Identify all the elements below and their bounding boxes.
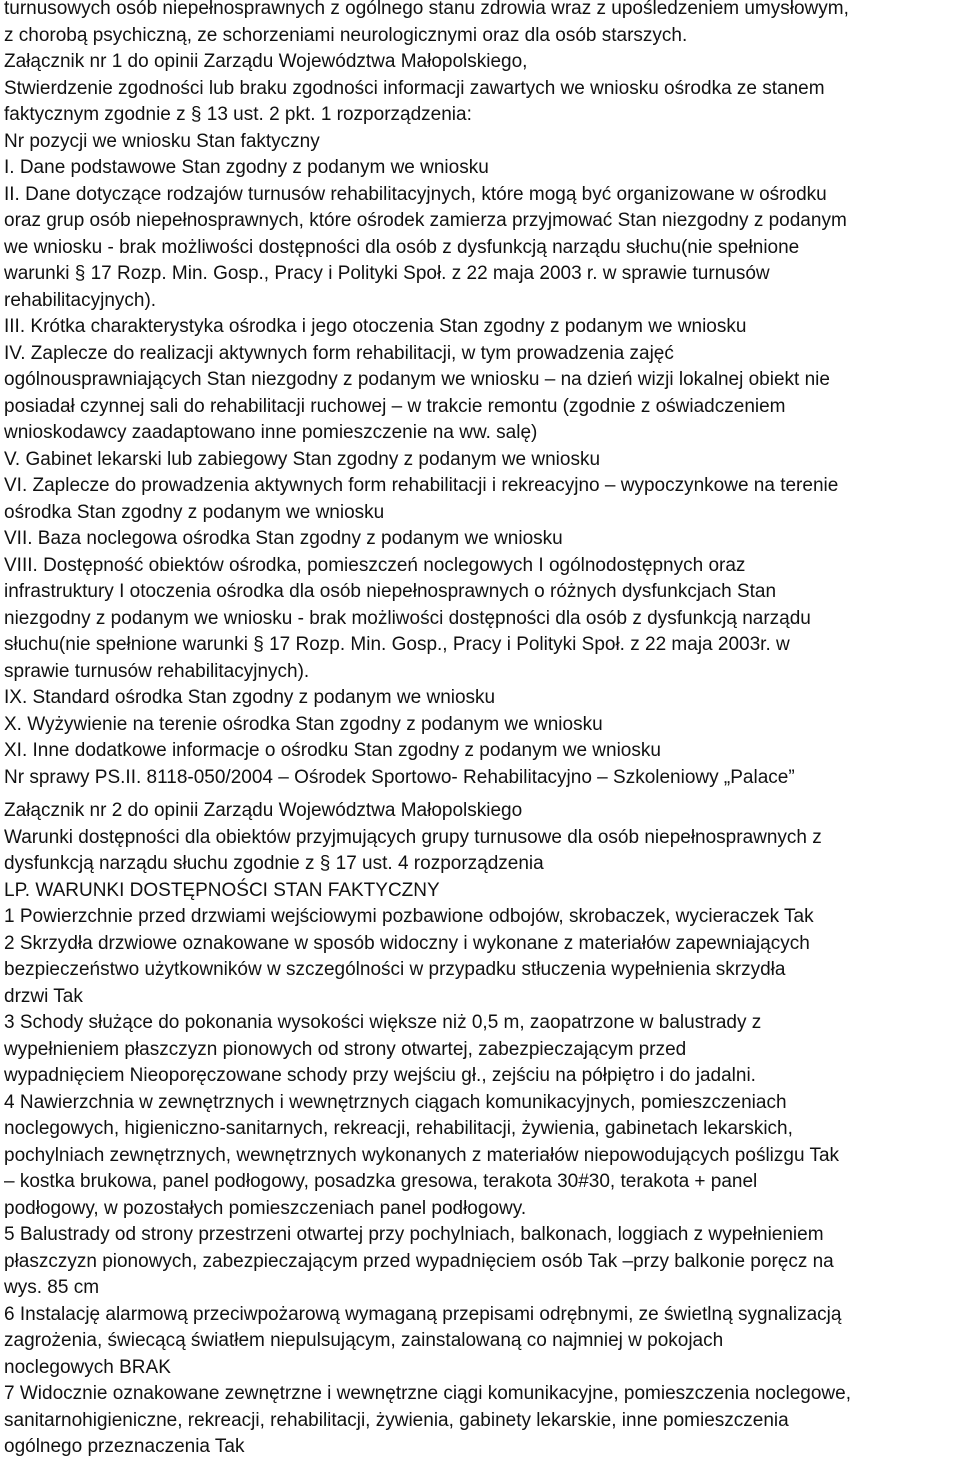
text-line: rehabilitacyjnych). xyxy=(4,289,157,311)
text-line: wys. 85 cm xyxy=(4,1277,100,1298)
text-line: 7 Widocznie oznakowane zewnętrzne i wewnętrzne ciągi komunikacyjne, pomieszczenia noclegowe, xyxy=(4,1383,851,1404)
text-line: 5 Balustrady od strony przestrzeni otwartej przy pochylniach, balkonach, loggiach z wypełnieniem xyxy=(4,1224,824,1245)
text-line: wypełnieniem płaszczyzn pionowych od strony otwartej, zabezpieczającym przed xyxy=(4,1038,687,1060)
section-gap xyxy=(4,791,958,798)
text-line: noclegowych BRAK xyxy=(4,1356,171,1378)
text-line: V. Gabinet lekarski lub zabiegowy Stan zgodny z podanym we wniosku xyxy=(4,448,601,470)
text-line: pochylniach zewnętrznych, wewnętrznych wykonanych z materiałów niepowodujących poślizgu Tak xyxy=(4,1144,840,1166)
text-line: 2 Skrzydła drzwiowe oznakowane w sposób widoczny i wykonane z materiałów zapewniających xyxy=(4,932,810,954)
text-line: turnusowych osób niepełnosprawnych z ogólnego stanu zdrowia wraz z upośledzeniem umysłowym, xyxy=(4,0,849,19)
text-line: Nr sprawy PS.II. 8118-050/2004 – Ośrodek Sportowo- Rehabilitacyjno – Szkoleniowy „Palace” xyxy=(4,766,795,788)
text-line: Nr pozycji we wniosku Stan faktyczny xyxy=(4,130,320,152)
text-line: niezgodny z podanym we wniosku - brak możliwości dostępności dla osób z dysfunkcją narządu xyxy=(4,607,811,629)
text-line: z chorobą psychiczną, ze schorzeniami neurologicznymi oraz dla osób starszych. xyxy=(4,24,688,46)
text-line: drzwi Tak xyxy=(4,985,83,1007)
text-line: dysfunkcją narządu słuchu zgodnie z § 17 ust. 4 rozporządzenia xyxy=(4,853,544,874)
text-line: warunki § 17 Rozp. Min. Gosp., Pracy i Polityki Społ. z 22 maja 2003 r. w sprawie turnusów xyxy=(4,263,770,284)
text-line: wnioskodawcy zaadaptowano inne pomieszczenie na ww. salę) xyxy=(4,422,538,443)
text-line: zagrożenia, świecącą światłem niepulsującym, zainstalowaną co najmniej w pokojach xyxy=(4,1330,724,1351)
text-line: infrastruktury I otoczenia ośrodka dla osób niepełnosprawnych o różnych dysfunkcjach Stan xyxy=(4,581,777,602)
text-line: I. Dane podstawowe Stan zgodny z podanym we wniosku xyxy=(4,157,489,178)
text-line: faktycznym zgodnie z § 13 ust. 2 pkt. 1 rozporządzenia: xyxy=(4,104,472,125)
text-line: wypadnięciem Nieoporęczowane schody przy wejściu gł., zejściu na półpiętro i do jadalni. xyxy=(4,1065,756,1086)
text-line: podłogowy, w pozostałych pomieszczeniach panel podłogowy. xyxy=(4,1197,527,1219)
text-line: – kostka brukowa, panel podłogowy, posadzka gresowa, terakota 30#30, terakota + panel xyxy=(4,1171,758,1192)
text-line: Załącznik nr 1 do opinii Zarządu Województwa Małopolskiego, xyxy=(4,51,528,72)
text-line: III. Krótka charakterystyka ośrodka i jego otoczenia Stan zgodny z podanym we wniosku xyxy=(4,316,747,337)
text-line: we wniosku - brak możliwości dostępności dla osób z dysfunkcją narządu słuchu(nie spełnione xyxy=(4,236,800,258)
text-line: II. Dane dotyczące rodzajów turnusów rehabilitacyjnych, które mogą być organizowane w ośrodku xyxy=(4,183,827,205)
text-line: X. Wyżywienie na terenie ośrodka Stan zgodny z podanym we wniosku xyxy=(4,713,603,735)
text-line: Załącznik nr 2 do opinii Zarządu Województwa Małopolskiego xyxy=(4,800,523,821)
text-line: VI. Zaplecze do prowadzenia aktywnych form rehabilitacji i rekreacyjno – wypoczynkowe na terenie xyxy=(4,475,839,496)
text-line: ośrodka Stan zgodny z podanym we wniosku xyxy=(4,501,385,523)
text-line: ogólnousprawniających Stan niezgodny z podanym we wniosku – na dzień wizji lokalnej obiekt nie xyxy=(4,369,830,390)
text-line: słuchu(nie spełnione warunki § 17 Rozp. Min. Gosp., Pracy i Polityki Społ. z 22 maja 2003r. w xyxy=(4,634,790,655)
text-line: sanitarnohigieniczne, rekreacji, rehabilitacji, żywienia, gabinety lekarskie, inne pomieszczenia xyxy=(4,1409,789,1431)
opinion-section-annex-2 xyxy=(4,798,958,1461)
text-line: Warunki dostępności dla obiektów przyjmujących grupy turnusowe dla osób niepełnosprawnych z xyxy=(4,826,822,848)
text-line: LP. WARUNKI DOSTĘPNOŚCI STAN FAKTYCZNY xyxy=(4,879,440,901)
text-line: 3 Schody służące do pokonania wysokości większe niż 0,5 m, zaopatrzone w balustrady z xyxy=(4,1012,762,1033)
text-line: sprawie turnusów rehabilitacyjnych). xyxy=(4,660,310,682)
text-line: 6 Instalację alarmową przeciwpożarową wymaganą przepisami odrębnymi, ze świetlną sygnalizacją xyxy=(4,1303,842,1325)
text-line: IV. Zaplecze do realizacji aktywnych form rehabilitacji, w tym prowadzenia zajęć xyxy=(4,342,674,364)
document-page xyxy=(4,0,958,1461)
text-line: 1 Powierzchnie przed drzwiami wejściowymi pozbawione odbojów, skrobaczek, wycieraczek Tak xyxy=(4,906,814,927)
text-line: ogólnego przeznaczenia Tak xyxy=(4,1436,245,1457)
text-line: posiadał czynnej sali do rehabilitacji ruchowej – w trakcie remontu (zgodnie z oświadczeniem xyxy=(4,395,786,417)
text-line: VII. Baza noclegowa ośrodka Stan zgodny z podanym we wniosku xyxy=(4,528,563,549)
text-line: bezpieczeństwo użytkowników w szczególności w przypadku stłuczenia wypełnienia skrzydła xyxy=(4,959,786,980)
text-line: noclegowych, higieniczno-sanitarnych, rekreacji, rehabilitacji, żywienia, gabinetach lekarskich, xyxy=(4,1118,793,1139)
text-line: VIII. Dostępność obiektów ośrodka, pomieszczeń noclegowych I ogólnodostępnych oraz xyxy=(4,554,746,576)
text-line: 4 Nawierzchnia w zewnętrznych i wewnętrznych ciągach komunikacyjnych, pomieszczeniach xyxy=(4,1091,787,1113)
opinion-section-annex-1 xyxy=(4,0,958,791)
text-line: oraz grup osób niepełnosprawnych, które ośrodek zamierza przyjmować Stan niezgodny z podanym xyxy=(4,210,847,231)
text-line: IX. Standard ośrodka Stan zgodny z podanym we wniosku xyxy=(4,687,496,708)
text-line: XI. Inne dodatkowe informacje o ośrodku Stan zgodny z podanym we wniosku xyxy=(4,740,661,761)
text-line: płaszczyzn pionowych, zabezpieczającym przed wypadnięciem osób Tak –przy balkonie poręcz na xyxy=(4,1250,834,1272)
text-line: Stwierdzenie zgodności lub braku zgodności informacji zawartych we wniosku ośrodka ze stanem xyxy=(4,77,825,99)
